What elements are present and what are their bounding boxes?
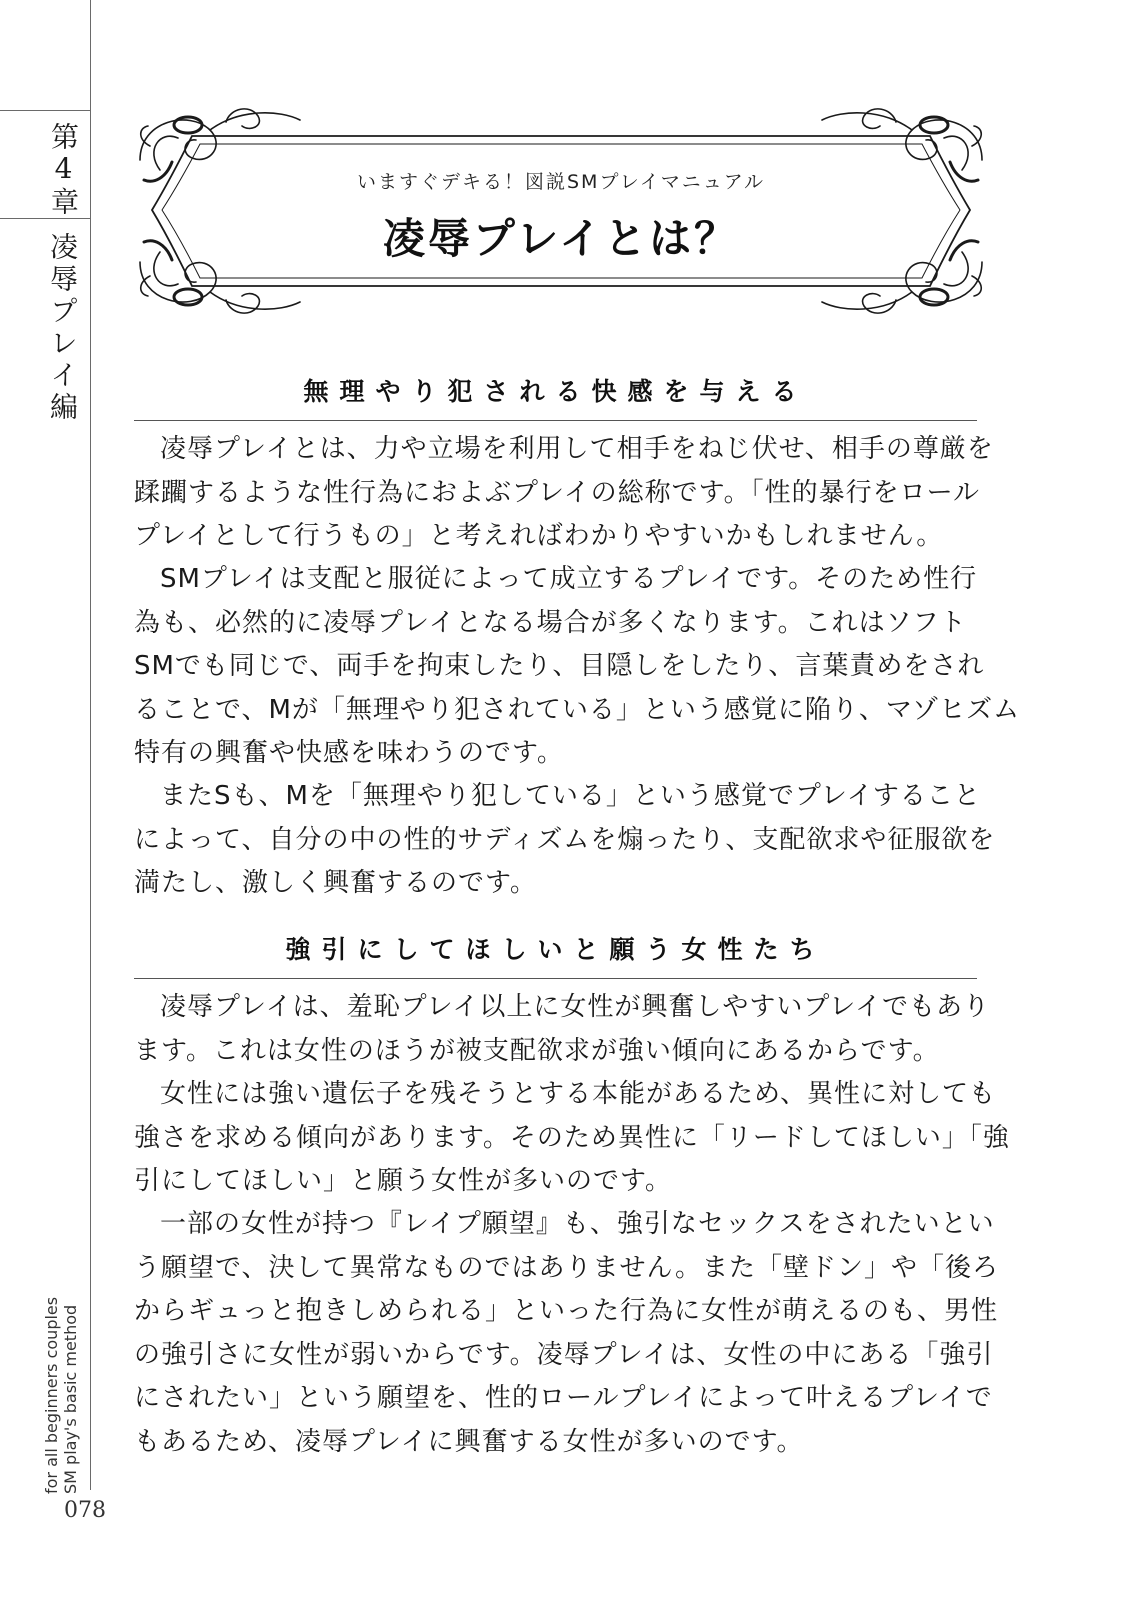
margin-divider-line [90, 0, 91, 1490]
text-line: ます。これは女性のほうが被支配欲求が強い傾向にあるからです。 [134, 1035, 940, 1066]
section-rule [134, 420, 977, 421]
chapter-title: 凌辱プレイ編 [46, 232, 79, 424]
chapter-tab-top-rule [0, 110, 90, 111]
page-title: 凌辱プレイとは？ [382, 214, 740, 263]
text-line: 満たし、激しく興奮するのです。 [134, 868, 537, 898]
text-line: う願望で、決して異常なものではありません。また「壁ドン」や「後ろ [134, 1252, 1000, 1283]
text-line: の強引さに女性が弱いからです。凌辱プレイは、女性の中にある「強引 [134, 1339, 994, 1370]
chapter-number: 第4章 [47, 122, 80, 217]
text-line: 為も、必然的に凌辱プレイとなる場合が多くなります。これはソフト [134, 607, 967, 638]
paragraph [134, 1073, 1010, 1204]
text-line: からギュっと抱きしめられる」といった行為に女性が萌えるのも、男性 [134, 1296, 999, 1326]
chapter-tab-middle-rule [0, 218, 90, 219]
text-line: SMプレイは支配と服従によって成立するプレイです。そのため性行 [160, 564, 978, 594]
paragraph [134, 775, 996, 906]
text-line: によって、自分の中の性的サディズムを煽ったり、支配欲求や征服欲を [134, 824, 996, 855]
text-line: 凌辱プレイとは、力や立場を利用して相手をねじ伏せ、相手の尊厳を [160, 434, 994, 464]
text-line: プレイとして行うもの」と考えればわかりやすいかもしれません。 [134, 521, 944, 551]
paragraph [134, 1203, 1000, 1464]
text-line: ることで、Mが「無理やり犯されている」という感覚に陥り、マゾヒズム [134, 694, 1021, 725]
series-tagline-line-2: for all beginners couples [42, 1296, 61, 1494]
text-line: SMでも同じで、両手を拘束したり、目隠しをしたり、言葉責めをされ [134, 651, 985, 681]
paragraph [134, 428, 994, 559]
text-line: 引にしてほしい」と願う女性が多いのです。 [134, 1166, 672, 1196]
text-line: 強さを求める傾向があります。そのため異性に「リードしてほしい」「強 [134, 1122, 1010, 1153]
series-tagline-line-1: SM play's basic method [61, 1304, 80, 1494]
paragraph [134, 986, 990, 1073]
text-line: 一部の女性が持つ『レイプ願望』も、強引なセックスをされたいとい [160, 1209, 995, 1239]
section-heading: 無理やり犯される快感を与える [303, 377, 808, 406]
text-line: 特有の興奮や快感を味わうのです。 [134, 738, 564, 768]
section-heading: 強引にしてほしいと願う女性たち [285, 935, 826, 964]
page-number: 078 [64, 1498, 106, 1523]
text-line: 女性には強い遺伝子を残そうとする本能があるため、異性に対しても [160, 1079, 996, 1109]
text-line: 蹂躙するような性行為におよぶプレイの総称です。「性的暴行をロール [134, 477, 981, 508]
text-line: 凌辱プレイは、羞恥プレイ以上に女性が興奮しやすいプレイでもあり [160, 992, 990, 1022]
section-rule [134, 978, 977, 979]
text-line: にされたい」という願望を、性的ロールプレイによって叶えるプレイで [134, 1383, 993, 1413]
series-kicker: いますぐデキる！図説SMプレイマニュアル [357, 171, 765, 193]
text-line: もあるため、凌辱プレイに興奮する女性が多いのです。 [134, 1426, 804, 1457]
paragraph [134, 558, 1021, 776]
text-line: またSも、Mを「無理やり犯している」という感覚でプレイすること [160, 781, 981, 811]
